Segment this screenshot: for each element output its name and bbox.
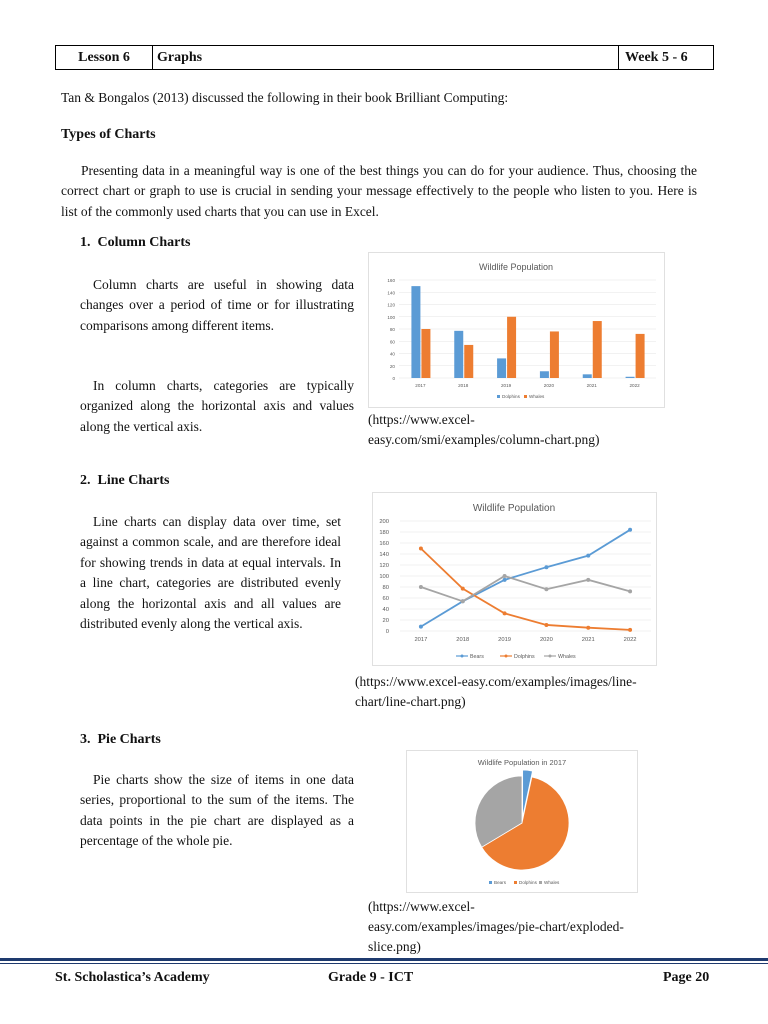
column-chart-x-tick: 2018 (458, 383, 469, 388)
column-chart-source-line1: (https://www.excel- (368, 412, 475, 427)
column-charts-para1: Column charts are useful in showing data changes over a period of time or for illustrating comparisons among different items. (80, 277, 354, 333)
footer-page: Page 20 (663, 970, 710, 985)
column-chart-bar-whales (636, 334, 645, 378)
line-chart-y-tick: 20 (382, 618, 389, 624)
column-chart-bar-dolphins (454, 331, 463, 378)
column-chart-legend-swatch (524, 395, 527, 398)
pie-chart-svg (407, 751, 637, 892)
column-chart-y-tick: 120 (387, 302, 395, 308)
pie-chart-title: Wildlife Population in 2017 (477, 758, 567, 767)
line-chart-legend-marker (505, 655, 508, 658)
line-chart-point-dolphins (628, 628, 632, 632)
column-chart-y-tick: 100 (387, 314, 395, 320)
line-chart-point-whales (628, 589, 632, 593)
pie-chart-legend-swatch (489, 881, 492, 884)
line-chart-point-bears (544, 565, 548, 569)
line-charts-para1: Line charts can display data over time, set against a common scale, and are therefore ideal for showing trends in data at equal intervals. In a line chart, categories are distributed evenly along the horizontal axis and all values are distributed evenly along the vertical axis. (80, 514, 341, 632)
column-chart-x-tick: 2022 (629, 383, 640, 388)
line-chart-svg (373, 493, 656, 665)
line-chart-point-dolphins (503, 611, 507, 615)
line-chart-source-line1: (https://www.excel-easy.com/examples/images/line- (355, 674, 637, 689)
column-chart-title: Wildlife Population (478, 262, 554, 272)
pie-chart-legend-swatch (514, 881, 517, 884)
column-chart-source-line2: easy.com/smi/examples/column-chart.png) (368, 432, 600, 447)
line-chart-y-tick: 120 (379, 563, 389, 569)
line-chart-point-bears (503, 578, 507, 582)
line-chart-series-dolphins (421, 549, 630, 630)
line-chart-legend-label: Dolphins (514, 654, 535, 660)
line-chart-legend-label: Whales (558, 654, 576, 660)
column-charts-heading: 1. Column Charts (80, 235, 191, 250)
pie-chart-source-line1: (https://www.excel- (368, 899, 475, 914)
line-chart-y-tick: 0 (385, 629, 389, 635)
line-chart-point-bears (586, 554, 590, 558)
line-chart-point-dolphins (544, 623, 548, 627)
line-chart-y-tick: 140 (379, 552, 389, 558)
footer-rule-thick (0, 958, 768, 961)
column-chart-svg (369, 253, 664, 407)
line-chart-y-tick: 80 (382, 585, 389, 591)
line-chart-title: Wildlife Population (472, 503, 556, 514)
line-chart-x-tick: 2021 (581, 637, 595, 643)
column-chart-bar-whales (550, 331, 559, 378)
line-charts-heading: 2. Line Charts (80, 473, 170, 488)
line-chart-point-whales (586, 578, 590, 582)
column-chart-y-tick: 40 (389, 351, 395, 357)
line-chart-y-tick: 40 (382, 607, 389, 613)
column-chart-y-tick: 0 (392, 376, 395, 381)
column-chart-bar-dolphins (411, 286, 420, 378)
column-chart-bar-whales (464, 345, 473, 378)
line-chart-y-tick: 60 (382, 596, 389, 602)
pie-chart-source-line2: easy.com/examples/images/pie-chart/exploded- (368, 919, 624, 934)
column-chart-x-tick: 2017 (415, 383, 426, 388)
column-chart-bar-dolphins (583, 374, 592, 378)
line-chart-y-tick: 100 (379, 574, 389, 580)
line-chart-point-whales (419, 585, 423, 589)
footer-grade: Grade 9 - ICT (328, 970, 414, 985)
line-chart-point-dolphins (586, 626, 590, 630)
lesson-header-table (55, 45, 714, 70)
line-chart-y-tick: 180 (379, 530, 389, 536)
line-chart (372, 492, 657, 666)
column-charts-para2: In column charts, categories are typically organized along the horizontal axis and values along the vertical axis. (80, 378, 354, 434)
line-chart-x-tick: 2020 (539, 637, 553, 643)
line-chart-legend-marker (461, 655, 464, 658)
column-chart-legend-label: Whales (529, 394, 545, 399)
line-chart-point-bears (419, 625, 423, 629)
pie-chart-legend-swatch (539, 881, 542, 884)
column-chart-bar-dolphins (540, 371, 549, 378)
line-chart-x-tick: 2017 (414, 637, 428, 643)
footer-rule-thin (0, 963, 768, 964)
lesson-week: Week 5 - 6 (625, 49, 688, 65)
line-chart-x-tick: 2022 (623, 637, 637, 643)
pie-chart (406, 750, 638, 893)
column-chart-x-tick: 2020 (543, 383, 555, 388)
pie-chart-legend-label: Dolphins (519, 880, 537, 885)
line-chart-point-bears (628, 528, 632, 532)
line-chart-legend-label: Bears (470, 654, 484, 660)
column-chart-bar-whales (593, 321, 602, 378)
line-chart-x-tick: 2018 (456, 637, 470, 643)
intro-text: Tan & Bongalos (2013) discussed the following in their book Brilliant Computing: (61, 90, 509, 105)
line-chart-point-whales (461, 599, 465, 603)
line-chart-point-whales (503, 574, 507, 578)
line-chart-source-line2: chart/line-chart.png) (355, 694, 466, 709)
column-chart-legend-label: Dolphins (502, 394, 520, 399)
column-chart-bar-whales (421, 329, 430, 378)
line-chart-point-whales (544, 587, 548, 591)
column-chart-bar-dolphins (626, 377, 635, 378)
lesson-number: Lesson 6 (56, 46, 153, 69)
line-chart-y-tick: 160 (379, 541, 389, 547)
column-chart-legend-swatch (497, 395, 500, 398)
pie-chart-source-line3: slice.png) (368, 939, 421, 954)
column-chart-x-tick: 2019 (500, 383, 512, 388)
column-chart-y-tick: 80 (389, 327, 395, 332)
footer-school: St. Scholastica’s Academy (55, 970, 210, 985)
line-chart-point-dolphins (461, 587, 465, 591)
line-chart-x-tick: 2019 (498, 637, 512, 643)
column-chart (368, 252, 665, 408)
pie-charts-para1: Pie charts show the size of items in one data series, proportional to the sum of the items. The data points in the pie chart are displayed as a percentage of the whole pie. (80, 772, 354, 849)
types-paragraph: Presenting data in a meaningful way is one of the best things you can do for your audience. Thus, choosing the correct chart or graph to use is crucial in sending your message effectively to the people who listen to you. Here is list of the commonly used charts that you can use in Excel. (61, 163, 697, 219)
line-chart-point-dolphins (419, 547, 423, 551)
pie-charts-heading: 3. Pie Charts (80, 732, 161, 747)
line-chart-legend-marker (549, 655, 552, 658)
column-chart-y-tick: 60 (389, 339, 395, 345)
column-chart-y-tick: 140 (387, 290, 395, 296)
line-chart-y-tick: 200 (379, 519, 389, 525)
column-chart-x-tick: 2021 (586, 383, 597, 388)
column-chart-y-tick: 160 (387, 278, 395, 283)
lesson-topic: Graphs (153, 46, 619, 69)
column-chart-y-tick: 20 (389, 363, 395, 369)
pie-chart-legend-label: Bears (494, 880, 507, 885)
types-heading: Types of Charts (61, 127, 156, 142)
column-chart-bar-whales (507, 317, 516, 378)
pie-chart-legend-label: Whales (544, 880, 560, 885)
column-chart-bar-dolphins (497, 358, 506, 378)
